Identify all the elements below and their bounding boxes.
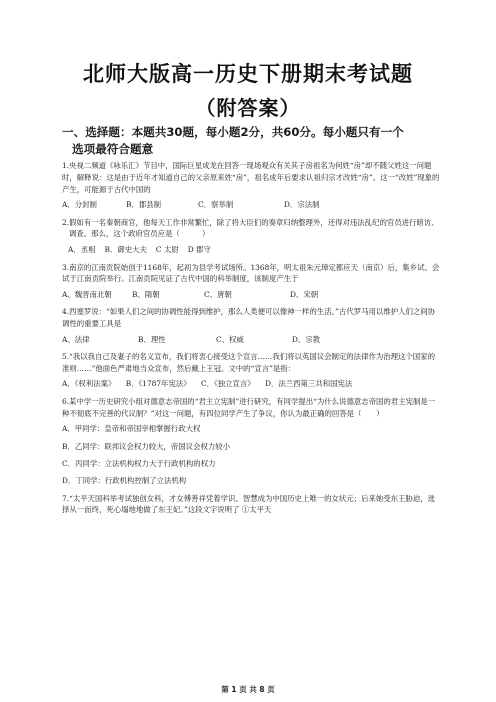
question-2-option-a: A．丞相 — [68, 244, 96, 254]
question-list — [62, 160, 440, 520]
question-4-option-c: C、权威 — [216, 334, 244, 344]
question-2-option-c: C 太尉 — [155, 244, 179, 254]
document-subtitle: （附答案） — [195, 96, 301, 120]
question-7-text: 7.“太平天国科举考试独创女科，才女傅善祥凭着学识、智慧成为中国历史上唯一的女状元；后来她受东王胁迫，选择从一而终，死心塌地地做了东王妃。”这段文字说明了 ①太平天 — [62, 493, 435, 515]
section-heading — [62, 124, 452, 158]
question-1-option-c: C．察举制 — [198, 199, 234, 209]
question-2-text: 2.假如有一名秦朝商官，他每天工作非常繁忙，除了将大臣们的奏章归纳整理外，还得对违法乱纪的官员进行暗访、调查。那么，这个政府官员应是（ ） — [62, 217, 439, 239]
question-6-option-a: A．甲同学：皇帝和帝国宰相掌握行政大权 — [62, 424, 201, 434]
question-5-text: 5.“我以我自己及妻子的名义宣布，我们将衷心接受这个宣言……我们将以英国议会制定的法律作为治理这个国家的准则……”他面色严肃地当众宣布，然后戴上王冠。文中的“宣言”是指： — [62, 352, 435, 374]
question-1-option-a: A．分封制 — [62, 199, 97, 209]
question-5-options — [62, 378, 440, 390]
question-5-option-a: A．《权利法案》 — [62, 379, 116, 389]
question-1-option-d: D．宗法制 — [284, 199, 320, 209]
question-2-options — [62, 244, 440, 256]
question-4-option-b: B、理性 — [138, 334, 166, 344]
question-6-option-c: C．丙同学：立法机构权力大于行政机构的权力 — [62, 458, 216, 468]
section-heading-line-1: 一、选择题：本题共30题，每小题2分，共60分。每小题只有一个 — [62, 125, 404, 139]
question-5-option-d: D．法兰西第三共和国宪法 — [265, 379, 353, 389]
question-3-text: 3.南京的江南贡院始创于1168年，起初为县学考试场所。1368年，明太祖朱元璋定都应天（南京）后，集乡试、会试于江南贡院举行。江南贡院见证了古代中国的科举制度，该制度产生于 — [62, 262, 440, 284]
question-1-text: 1.央视二频道《咏乐汇》节目中，国际巨星成龙在回答一现场观众有关其子房祖名为何姓“房”却不随父姓这一问题时，解释说：这是由于近年才知道自己的父亲原来姓“房”，祖名成年后要求认祖归宗才改姓“房”。这一“改姓”现象的产生，可能源于古代中国的 — [62, 161, 440, 194]
question-4-option-d: D、宗教 — [292, 334, 321, 344]
question-6-option-d: D．丁同学：行政机构控制了立法机构 — [62, 476, 187, 486]
section-heading-line-2: 选项最符合题意 — [72, 142, 154, 156]
document-title: 北师大版高一历史下册期末考试题 — [83, 62, 413, 86]
question-2-option-b: B．御史大夫 — [104, 244, 147, 254]
question-5-option-c: C．《独立宣言》 — [200, 379, 255, 389]
page-footer: 第 1 页 共 8 页 — [221, 685, 275, 694]
question-3-option-b: B、隋朝 — [132, 289, 160, 299]
question-3-option-d: D、宋朝 — [290, 289, 319, 299]
question-2-option-d: D 郡守 — [187, 244, 211, 254]
question-1-option-b: B．郡县制 — [126, 199, 161, 209]
question-5-option-b: B．《1787年宪法》 — [125, 379, 191, 389]
question-1-options — [62, 199, 440, 211]
question-6-option-b: B．乙同学：联邦议会权力较大，帝国议会权力较小 — [62, 441, 231, 451]
question-3-option-a: A、魏晋南北朝 — [62, 289, 112, 299]
question-4-option-a: A、法律 — [62, 334, 90, 344]
question-3-option-c: C、唐朝 — [204, 289, 232, 299]
question-4-options — [62, 334, 440, 346]
question-4-text: 4.西塞罗说：“如果人们之间的协调性能得到维护，那么人类便可以像神一样的生活。”古代罗马用以维护人们之间协调性的重要工具是 — [62, 307, 436, 329]
question-3-options — [62, 289, 440, 301]
question-6-text: 6.某中学一历史研究小组对德意志帝国的“君主立宪制”进行研究，有同学提出“为什么说德意志帝国的君主宪制是一种不彻底不完善的代议制？”对这一问题，有四位同学产生了争议，你认为最正确的回答是（ ） — [62, 397, 436, 419]
